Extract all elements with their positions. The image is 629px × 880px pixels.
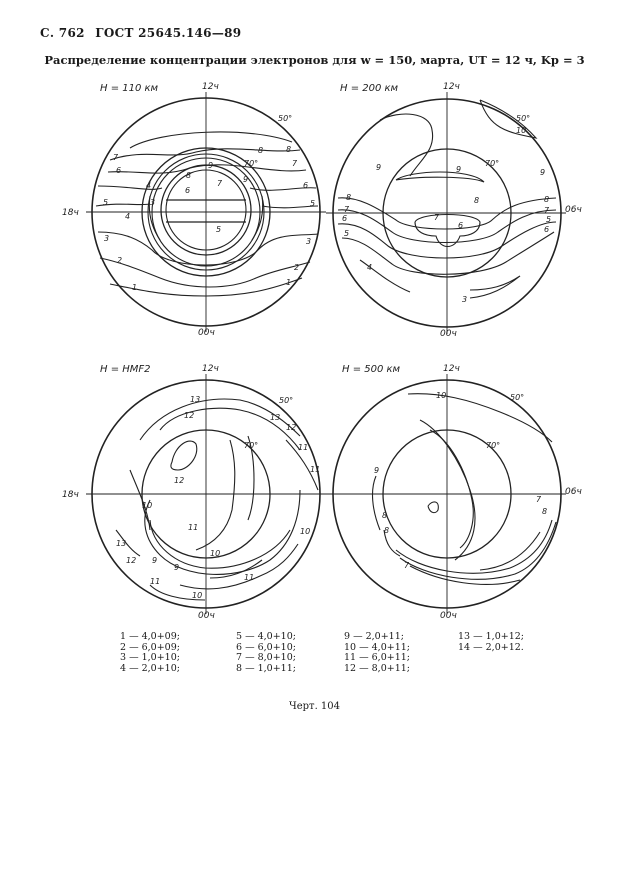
legend-item: 2 — 6,0+09; [120,641,180,653]
panel-height-label: H = 200 км [340,83,399,94]
contour-label: 10 [436,391,447,400]
lat-label-outer: 50° [516,114,531,123]
contour-label: 8 [542,507,548,516]
legend-item: 3 — 1,0+10; [120,652,180,663]
contour-label: 11 [244,573,255,582]
panel-height-label: H = 500 км [342,364,401,375]
time-label-bottom: 00ч [440,329,457,339]
lat-label-outer: 50° [278,114,293,123]
contour-label: 3 [104,234,110,243]
contour-label: 1 [132,283,138,292]
contour-label: 6 [185,186,191,195]
contour-label: 6 [544,225,550,234]
contour-label: 10 [516,126,527,135]
contour-label: 7 [344,205,350,214]
panel-height-label: H = HMF2 [100,364,151,375]
page-number: С. 762 [40,26,85,40]
legend-item: 5 — 4,0+10; [236,631,296,642]
panel-h500 [326,364,582,621]
panel-height-label: H = 110 км [100,83,159,94]
standard-number: ГОСТ 25645.146—89 [95,26,242,40]
time-label-right: 06ч [565,205,582,215]
contour-label: 1 [286,278,292,287]
contour-label: 8 [186,171,192,180]
contour-label: 10 [300,527,311,536]
time-label-right: 06ч [565,487,582,497]
contour-label: 10 [210,549,221,558]
figure-caption: Черт. 104 [288,701,341,712]
contour-label: 9 [540,168,546,177]
contour-label: 9 [174,563,180,572]
contour-label: 8 [384,526,390,535]
contour-label: 7 [292,159,298,168]
contour-label: 7 [404,561,410,570]
legend-item: 6 — 6,0+10; [236,641,296,653]
legend-item: 7 — 8,0+10; [236,652,296,663]
contour-label: 6 [116,166,122,175]
contour-label: 13 [270,413,281,422]
time-label-top: 12ч [443,364,460,374]
contour-label: 12 [174,476,185,485]
contour-label: 8 [474,196,480,205]
contour-label: 8 [258,146,264,155]
contour-label: 4 [125,212,131,221]
contour-label: 7 [536,495,542,504]
contour-label: 11 [298,443,309,452]
panel-hmf2 [62,364,326,621]
contour-label: 8 [544,195,550,204]
legend-item: 9 — 2,0+11; [344,631,404,642]
contour-label: 7 [434,213,440,222]
contour-label: 4 [367,263,373,272]
time-label-bottom: 00ч [440,611,457,621]
contour-label: 13 [190,395,201,404]
legend-item: 14 — 2,0+12. [458,641,524,653]
time-label-top: 12ч [202,82,219,92]
contour-label: 11 [150,577,161,586]
legend-item: 1 — 4,0+09; [120,631,180,642]
contour-label: 3 [150,198,156,207]
legend-item: 10 — 4,0+11; [344,641,410,653]
legend-col-4 [458,632,524,653]
time-label-left: 18ч [62,490,79,500]
time-label-bottom: 00ч [198,328,215,338]
contour-label: 13 [116,539,127,548]
lat-label-outer: 50° [510,393,525,402]
contour-label: 12 [184,411,195,420]
contour-label: 5 [103,198,109,207]
contour-label: 9 [208,161,214,170]
legend-col-1 [120,632,180,674]
contour-label: 9 [374,466,380,475]
panel-h200 [326,82,582,339]
contour-label: 10 [142,501,153,510]
lat-label-inner: 70° [244,441,259,450]
contour-label: 2 [117,256,123,265]
legend-item: 4 — 2,0+10; [120,662,180,674]
contour-label: 6 [342,214,348,223]
contour-label: 12 [286,423,297,432]
contour-label: 5 [344,229,350,238]
legend-col-3 [344,632,410,674]
time-label-left: 18ч [62,208,79,218]
contour-label: 5 [546,215,552,224]
lat-label-outer: 50° [279,396,294,405]
contour-label: 5 [216,225,222,234]
contour-label: 6 [458,221,464,230]
time-label-top: 12ч [202,364,219,374]
contour-label: 9 [152,556,158,565]
page-title: Распределение концентрации электронов для w = 150, марта, UT = 12 ч, Kp = 3 [44,53,585,67]
contour-label: 2 [294,263,300,272]
contour-label: 8 [346,193,352,202]
panel-h110 [62,82,326,338]
contour-label: 11 [310,465,321,474]
lat-label-inner: 70° [486,441,501,450]
contour-label: 11 [188,523,199,532]
contour-label: 10 [192,591,203,600]
contour-label: 7 [217,179,223,188]
contour-label: 8 [286,145,292,154]
legend-col-2 [236,632,296,674]
contour-label: 9 [456,165,462,174]
contour-label: 7 [113,153,119,162]
legend-item: 13 — 1,0+12; [458,631,524,642]
contour-label: 9 [243,175,249,184]
contour-label: 4 [146,181,152,190]
lat-label-inner: 70° [244,159,259,168]
time-label-bottom: 00ч [198,611,215,621]
contour-label: 8 [382,511,388,520]
contour-label: 5 [310,199,316,208]
contour-label: 12 [126,556,137,565]
legend-item: 8 — 1,0+11; [236,662,296,674]
legend-item: 12 — 8,0+11; [344,662,410,674]
lat-label-inner: 70° [485,159,500,168]
time-label-top: 12ч [443,82,460,92]
contour-label: 3 [462,295,468,304]
contour-label: 7 [544,206,550,215]
legend-item: 11 — 6,0+11; [344,652,410,663]
contour-label: 6 [303,181,309,190]
contour-label: 3 [306,237,312,246]
contour-label: 9 [376,163,382,172]
